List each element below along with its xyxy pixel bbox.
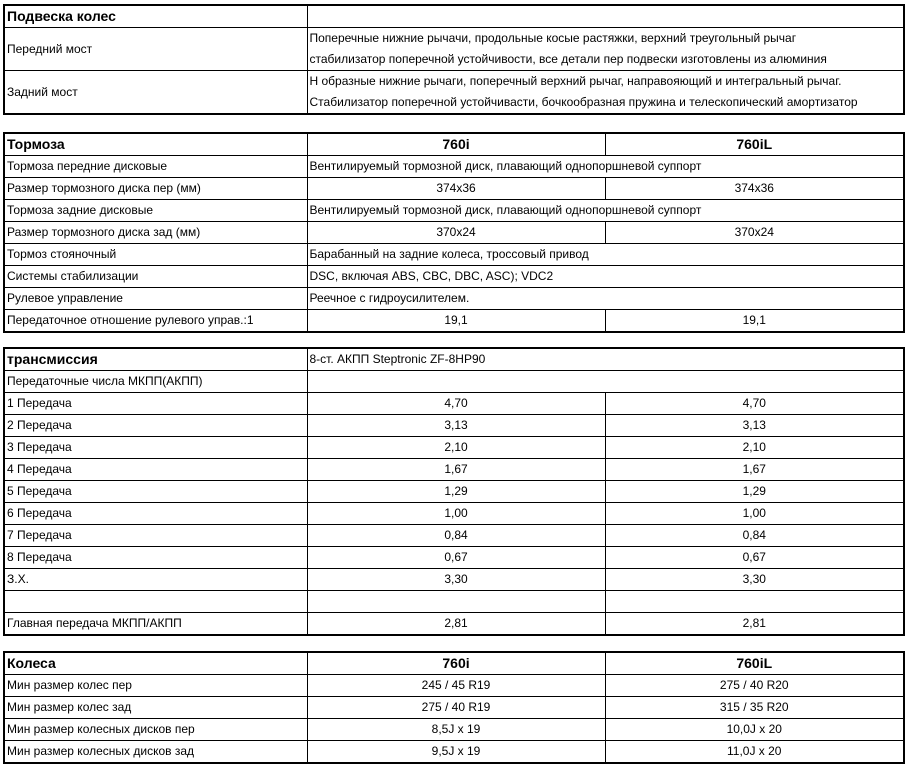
- row-label: 3 Передача: [4, 437, 307, 459]
- value-760i: 1,00: [307, 503, 605, 525]
- value-760i: 245 / 45 R19: [307, 675, 605, 697]
- row-label: Размер тормозного диска пер (мм): [4, 178, 307, 200]
- value-760il: 3,30: [605, 569, 904, 591]
- table-row: [4, 503, 904, 525]
- value-line: Стабилизатор поперечной устойчивасти, бочкообразная пружина и телескопический амортизатор: [309, 95, 858, 109]
- row-label: 5 Передача: [4, 481, 307, 503]
- value-760il: 1,67: [605, 459, 904, 481]
- suspension-header-empty: [307, 5, 904, 28]
- row-value-empty: [307, 371, 904, 393]
- row-value: Вентилируемый тормозной диск, плавающий однопоршневой суппорт: [307, 200, 904, 222]
- table-row: [4, 547, 904, 569]
- empty-cell: [307, 591, 605, 613]
- row-label: Передний мост: [4, 28, 307, 71]
- suspension-table: [3, 4, 905, 115]
- value-760il: 3,13: [605, 415, 904, 437]
- column-header-760i: 760i: [307, 652, 605, 675]
- row-value: Вентилируемый тормозной диск, плавающий однопоршневой суппорт: [307, 156, 904, 178]
- row-label: Системы стабилизации: [4, 266, 307, 288]
- value-760il: 315 / 35 R20: [605, 697, 904, 719]
- row-label: Мин размер колес зад: [4, 697, 307, 719]
- table-row: [4, 459, 904, 481]
- table-row: [4, 244, 904, 266]
- value-760i: 2,10: [307, 437, 605, 459]
- table-row: [4, 156, 904, 178]
- value-760il: 370x24: [605, 222, 904, 244]
- brakes-table: [3, 132, 905, 333]
- table-row: [4, 266, 904, 288]
- row-value: Реечное с гидроусилителем.: [307, 288, 904, 310]
- empty-cell: [4, 591, 307, 613]
- row-label: Тормоз стояночный: [4, 244, 307, 266]
- row-label: 8 Передача: [4, 547, 307, 569]
- value-760i: 4,70: [307, 393, 605, 415]
- row-label: 2 Передача: [4, 415, 307, 437]
- value-760i: 1,67: [307, 459, 605, 481]
- table-row: [4, 288, 904, 310]
- transmission-title: трансмиссия: [4, 348, 307, 371]
- value-760i: 19,1: [307, 310, 605, 333]
- row-label: 1 Передача: [4, 393, 307, 415]
- row-label: Задний мост: [4, 71, 307, 115]
- value-760il: 2,81: [605, 613, 904, 636]
- table-row: [4, 675, 904, 697]
- row-label: Передаточные числа МКПП(АКПП): [4, 371, 307, 393]
- row-label: Главная передача МКПП/АКПП: [4, 613, 307, 636]
- table-row: [4, 481, 904, 503]
- value-760il: 11,0J x 20: [605, 741, 904, 764]
- value-760i: 374x36: [307, 178, 605, 200]
- row-label: Мин размер колесных дисков пер: [4, 719, 307, 741]
- value-760il: 1,00: [605, 503, 904, 525]
- value-760i: 3,30: [307, 569, 605, 591]
- table-row: [4, 222, 904, 244]
- value-760i: 0,84: [307, 525, 605, 547]
- table-row: [4, 437, 904, 459]
- value-760il: 275 / 40 R20: [605, 675, 904, 697]
- table-row: [4, 719, 904, 741]
- column-header-760il: 760iL: [605, 133, 904, 156]
- wheels-header-row: [4, 652, 904, 675]
- table-row: [4, 613, 904, 636]
- row-label: Рулевое управление: [4, 288, 307, 310]
- value-760i: 0,67: [307, 547, 605, 569]
- value-760il: 19,1: [605, 310, 904, 333]
- row-label: 6 Передача: [4, 503, 307, 525]
- brakes-title: Тормоза: [4, 133, 307, 156]
- value-line: Поперечные нижние рычачи, продольные косые растяжки, верхний треугольный рычаг: [309, 31, 797, 45]
- table-row: [4, 525, 904, 547]
- value-760i: 9,5J x 19: [307, 741, 605, 764]
- value-760il: 374x36: [605, 178, 904, 200]
- brakes-header-row: [4, 133, 904, 156]
- row-label: Размер тормозного диска зад (мм): [4, 222, 307, 244]
- value-760il: 1,29: [605, 481, 904, 503]
- value-760i: 370x24: [307, 222, 605, 244]
- value-760il: 0,67: [605, 547, 904, 569]
- row-value: DSC, включая ABS, CBC, DBC, ASC); VDC2: [307, 266, 904, 288]
- table-row: [4, 28, 904, 71]
- row-label: 7 Передача: [4, 525, 307, 547]
- table-row: [4, 310, 904, 333]
- empty-cell: [605, 591, 904, 613]
- table-row-empty: [4, 591, 904, 613]
- value-760il: 0,84: [605, 525, 904, 547]
- row-value: Барабанный на задние колеса, троссовый привод: [307, 244, 904, 266]
- transmission-header-row: [4, 348, 904, 371]
- value-760il: 2,10: [605, 437, 904, 459]
- row-label: Мин размер колесных дисков зад: [4, 741, 307, 764]
- value-760il: 4,70: [605, 393, 904, 415]
- transmission-type: 8-ст. АКПП Steptronic ZF-8HP90: [307, 348, 904, 371]
- wheels-title: Колеса: [4, 652, 307, 675]
- value-760i: 2,81: [307, 613, 605, 636]
- table-row: [4, 200, 904, 222]
- value-line: Н образные нижние рычаги, поперечный верхний рычаг, направояющий и интегральный рычаг.: [309, 74, 842, 88]
- table-row: [4, 697, 904, 719]
- wheels-table: [3, 651, 905, 764]
- value-line: стабилизатор поперечной устойчивости, все детали пер подвески изготовлены из алюминия: [309, 52, 827, 66]
- row-label: З.Х.: [4, 569, 307, 591]
- row-label: Тормоза задние дисковые: [4, 200, 307, 222]
- table-row: [4, 393, 904, 415]
- value-760i: 275 / 40 R19: [307, 697, 605, 719]
- suspension-header-row: [4, 5, 904, 28]
- row-value: [307, 28, 904, 71]
- value-760i: 3,13: [307, 415, 605, 437]
- table-row: [4, 178, 904, 200]
- value-760il: 10,0J x 20: [605, 719, 904, 741]
- column-header-760i: 760i: [307, 133, 605, 156]
- row-label: Тормоза передние дисковые: [4, 156, 307, 178]
- table-row: [4, 741, 904, 764]
- row-value: [307, 71, 904, 115]
- table-row: [4, 569, 904, 591]
- suspension-title: Подвеска колес: [4, 5, 307, 28]
- value-760i: 1,29: [307, 481, 605, 503]
- row-label: Передаточное отношение рулевого управ.:1: [4, 310, 307, 333]
- table-row: [4, 415, 904, 437]
- column-header-760il: 760iL: [605, 652, 904, 675]
- row-label: Мин размер колес пер: [4, 675, 307, 697]
- transmission-table: [3, 347, 905, 636]
- table-row: [4, 71, 904, 115]
- table-row: [4, 371, 904, 393]
- value-760i: 8,5J x 19: [307, 719, 605, 741]
- row-label: 4 Передача: [4, 459, 307, 481]
